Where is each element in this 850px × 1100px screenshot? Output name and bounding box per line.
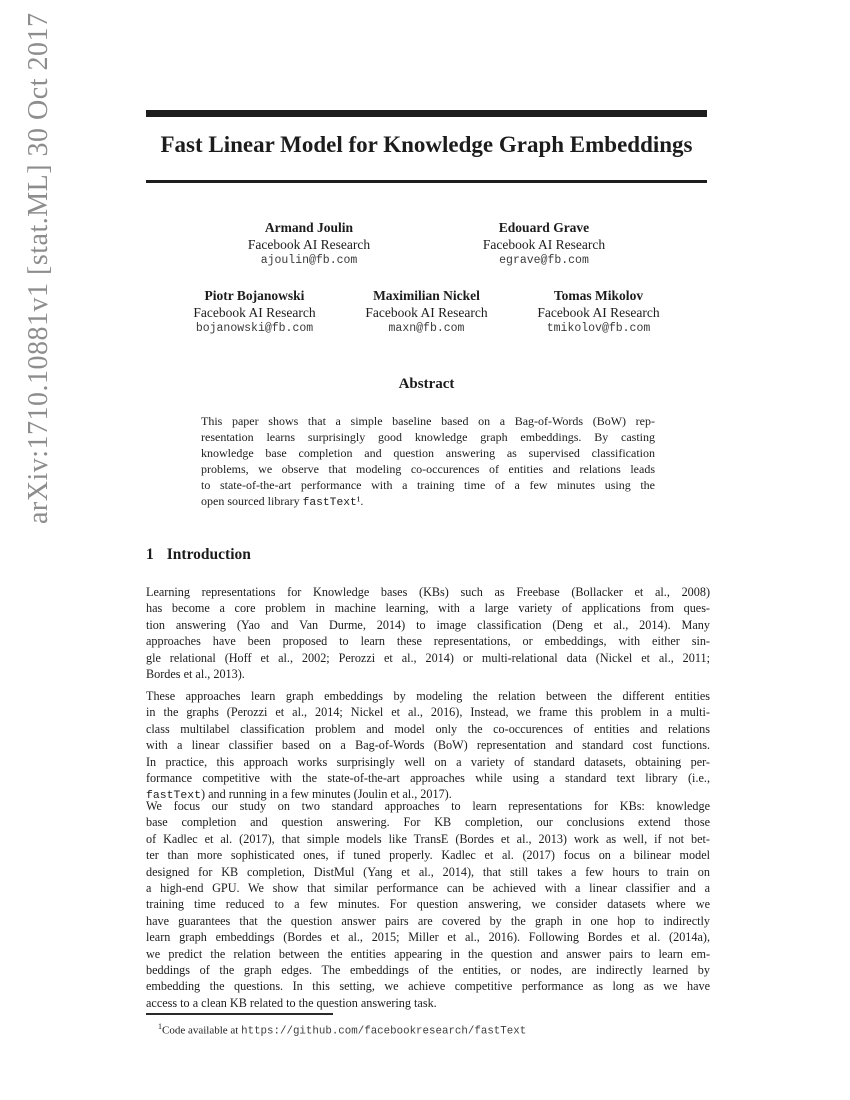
text-line	[146, 831, 710, 847]
text-line	[146, 880, 710, 896]
text-span: These approaches learn graph embeddings by modeling the relation between the different entities	[146, 689, 710, 703]
inline-code: fastText	[302, 496, 357, 509]
text-span: We focus our study on two standard approaches to learn representations for KBs: knowledge	[146, 799, 710, 813]
paper-page: arXiv:1710.10881v1 [stat.ML] 30 Oct 2017 Fast Linear Model for Knowledge Graph Embeddings Armand Joulin Facebook AI Research ajoulin@fb.com Edouard Grave Facebook AI Research egrave@fb.com Piotr Bojanowski Facebook AI Research bojanowski@fb.com Maximilian Nickel Facebook AI Research maxn@fb.com Tomas Mikolov Facebook AI Research tmikolov@fb.com Abstract This paper shows that a simple baseline based on a Bag-of-Words (BoW) rep- resentation learns surprisingly good knowledge graph embeddings. By casting knowledge base completion and question answering as supervised classification problems, we observe that modeling co-occurences of entities and relations leads to state-of-the-art performance with a training time of a few minutes using the open sourced library fastText¹. 1 Introduction Learning representations for Knowledge bases (KBs) such as Freebase (Bollacker et al., 2008) has become a core problem in machine learning, with a large variety of applications from ques- tion answering (Yao and Van Durme, 2014) to image classification (Deng et al., 2014). Many approaches have been proposed to learn these representations, or embeddings, with either sin- gle relational (Hoff et al., 2002; Perozzi et al., 2014) or multi-relational data (Nickel et al., 2011; Bordes et al., 2013). These approaches learn graph embeddings by modeling the relation between the different entities in the graphs (Perozzi et al., 2014; Nickel et al., 2016), Instead, we frame this problem in a multi- class multilabel classification problem and model only the co-occurences of entities and relations with a linear classifier based on a Bag-of-Words (BoW) representation and standard cost functions. In practice, this approach works surprisingly well on a variety of standard datasets, obtaining per- formance competitive with the state-of-the-art approaches while using a standard text library (i.e., fastText) and running in a few minutes (Joulin et al., 2017). We focus our study on two standard approaches to learn representations for KBs: knowledge base completion and question answering. For KB completion, our conclusions extend those of Kadlec et al. (2017), that simple models like TransE (Bordes et al., 2013) work as well, if not bet- ter than more sophisticated ones, if tuned properly. Kadlec et al. (2017) focus on a bilinear model designed for KB completion, DistMul (Yang et al., 2014), that still takes a few hours to train on a high-end GPU. We show that similar performance can be achieved with a linear classifier and a training time reduced to a few minutes. For question answering, we consider datasets where we have guarantees that the question answer pairs are covered by the graph in one hop to indirectly learn graph embeddings (Bordes et al., 2015; Miller et al., 2016). Following Bordes et al. (2014a), we predict the relation between the entities appearing in the question and answer pairs to learn em- beddings of the graph edges. The embeddings of the entities, or nodes, are indirectly learned by embedding the questions. In this setting, we achieve competitive performance as long as we have access to a clean KB related to the question answering task. $^1$Code available at https://github.com/facebookresearch/fastText	[0, 0, 850, 1100]
text-span: base completion and question answering. For KB completion, our conclusions extend those	[146, 815, 710, 830]
text-span: open sourced library	[201, 493, 303, 508]
text-line	[146, 721, 710, 737]
text-span: Learning representations for Knowledge bases (KBs) such as Freebase (Bollacker et al., 2008)	[146, 585, 710, 599]
text-span: approaches have been proposed to learn these representations, or embeddings, with either sin-	[146, 634, 710, 649]
text-span: Bordes et al., 2013).	[146, 667, 245, 682]
text-line	[146, 814, 710, 830]
author-name: Maximilian Nickel	[373, 288, 480, 303]
footnote-marker: 1	[158, 1022, 162, 1031]
author-affiliation: Facebook AI Research	[247, 236, 371, 252]
abstract-heading: Abstract	[398, 376, 455, 392]
paragraph	[146, 688, 710, 805]
text-span: designed for KB completion, DistMul (Yang et al., 2014), that still takes a few hours to train on	[146, 864, 710, 879]
author-name: Armand Joulin	[264, 220, 354, 235]
section-title: Introduction	[166, 546, 251, 563]
text-span: access to a clean KB related to the question answering task.	[146, 995, 437, 1010]
text-span: of Kadlec et al. (2017), that simple models like TransE (Bordes et al., 2013) work as well, if not bet-	[146, 831, 710, 846]
text-line	[146, 798, 710, 814]
text-line	[146, 995, 710, 1011]
text-span: formance competitive with the state-of-the-art approaches while using a standard text library (i.e.,	[146, 771, 710, 786]
paper-title: Fast Linear Model for Knowledge Graph Embeddings	[160, 132, 693, 157]
author-email: tmikolov@fb.com	[546, 322, 651, 335]
text-line	[201, 478, 655, 494]
text-span: embedding the questions. In this setting, we achieve competitive performance as long as we have	[146, 979, 710, 994]
inline-code: fastText	[146, 789, 201, 803]
author-email: egrave@fb.com	[499, 254, 589, 267]
text-span: beddings of the graph edges. The embeddings of the entities, or nodes, are indirectly learned by	[146, 963, 710, 978]
text-line	[146, 633, 710, 649]
text-line	[201, 494, 655, 512]
text-span: ter than more sophisticated ones, if tuned properly. Kadlec et al. (2017) focus on a bilinear model	[146, 848, 710, 863]
text-line	[146, 913, 710, 929]
text-line	[146, 617, 710, 633]
section-heading-introduction	[146, 544, 251, 566]
title-rule-top	[146, 110, 707, 117]
text-line	[146, 666, 710, 682]
author-name: Piotr Bojanowski	[204, 288, 305, 303]
author-card	[169, 288, 341, 338]
author-affiliation: Facebook AI Research	[482, 236, 606, 252]
text-span: This paper shows that a simple baseline based on a Bag-of-Words (BoW) rep-	[201, 414, 655, 428]
text-line	[146, 600, 710, 616]
text-span: to state-of-the-art performance with a training time of a few minutes using the	[201, 477, 655, 492]
author-email: ajoulin@fb.com	[260, 254, 358, 267]
text-span: we predict the relation between the entities appearing in the question and answer pairs to learn em-	[146, 946, 710, 961]
text-span: learn graph embeddings (Bordes et al., 2015; Miller et al., 2016). Following Bordes et al. (2014a),	[146, 930, 710, 945]
text-span: tion answering (Yao and Van Durme, 2014) to image classification (Deng et al., 2014). Many	[146, 617, 710, 632]
paragraph	[146, 798, 710, 1011]
paragraph	[146, 584, 710, 682]
author-card	[192, 220, 427, 270]
text-span: have guarantees that the question answer pairs are covered by the graph in one hop to indirectly	[146, 913, 710, 928]
text-line	[146, 688, 710, 704]
text-span: with a linear classifier based on a Bag-of-Words (BoW) representation and standard cost functions.	[146, 738, 710, 753]
author-card	[427, 220, 662, 270]
author-email: bojanowski@fb.com	[195, 322, 314, 335]
text-span: resentation learns surprisingly good knowledge graph embeddings. By casting	[201, 429, 655, 444]
text-span: a high-end GPU. We show that similar performance can be achieved with a linear classifier and a	[146, 881, 710, 896]
author-name: Tomas Mikolov	[553, 288, 644, 303]
text-span: class multilabel classification problem and model only the co-occurences of entities and relations	[146, 721, 710, 736]
footnote	[146, 1020, 710, 1039]
author-block-row2	[146, 288, 707, 338]
text-span: has become a core problem in machine learning, with a large variety of applications from ques-	[146, 601, 710, 616]
text-line	[146, 978, 710, 994]
text-line	[201, 414, 655, 430]
text-line	[201, 430, 655, 446]
author-affiliation: Facebook AI Research	[365, 304, 488, 320]
text-line	[146, 770, 710, 786]
footnote-url-link[interactable]: https://github.com/facebookresearch/fastText	[241, 1025, 527, 1038]
text-line	[201, 446, 655, 462]
text-line	[146, 847, 710, 863]
text-line	[146, 737, 710, 753]
text-line	[146, 864, 710, 880]
text-span: knowledge base completion and question answering as supervised classification	[201, 445, 655, 460]
text-span: In practice, this approach works surprisingly well on a variety of standard datasets, obtaining per-	[146, 754, 710, 769]
section-number: 1	[146, 546, 154, 563]
text-line	[146, 704, 710, 720]
author-affiliation: Facebook AI Research	[193, 304, 316, 320]
abstract-body	[201, 414, 655, 511]
text-span: ¹.	[356, 493, 364, 508]
text-line	[146, 650, 710, 666]
text-span: training time reduced to a few minutes. For question answering, we consider datasets where we	[146, 897, 710, 912]
text-line	[146, 929, 710, 945]
author-card	[513, 288, 685, 338]
footnote-rule	[146, 1013, 333, 1015]
author-name: Edouard Grave	[498, 220, 590, 235]
text-line	[146, 896, 710, 912]
text-span: ) and running in a few minutes (Joulin et al., 2017).	[200, 787, 452, 802]
text-span: gle relational (Hoff et al., 2002; Perozzi et al., 2014) or multi-relational data (Nickel et al., 2011;	[146, 650, 710, 665]
text-line	[146, 946, 710, 962]
author-affiliation: Facebook AI Research	[537, 304, 660, 320]
author-block-row1	[146, 220, 707, 270]
title-rule-bottom	[146, 180, 707, 183]
text-line	[146, 584, 710, 600]
text-line	[146, 962, 710, 978]
text-span: in the graphs (Perozzi et al., 2014; Nickel et al., 2016), Instead, we frame this problem in a multi-	[146, 705, 710, 720]
text-line	[201, 462, 655, 478]
text-span: problems, we observe that modeling co-occurences of entities and relations leads	[201, 461, 655, 476]
author-email: maxn@fb.com	[388, 322, 465, 335]
footnote-text: Code available at	[162, 1024, 242, 1037]
author-card	[341, 288, 513, 338]
text-line	[146, 754, 710, 770]
